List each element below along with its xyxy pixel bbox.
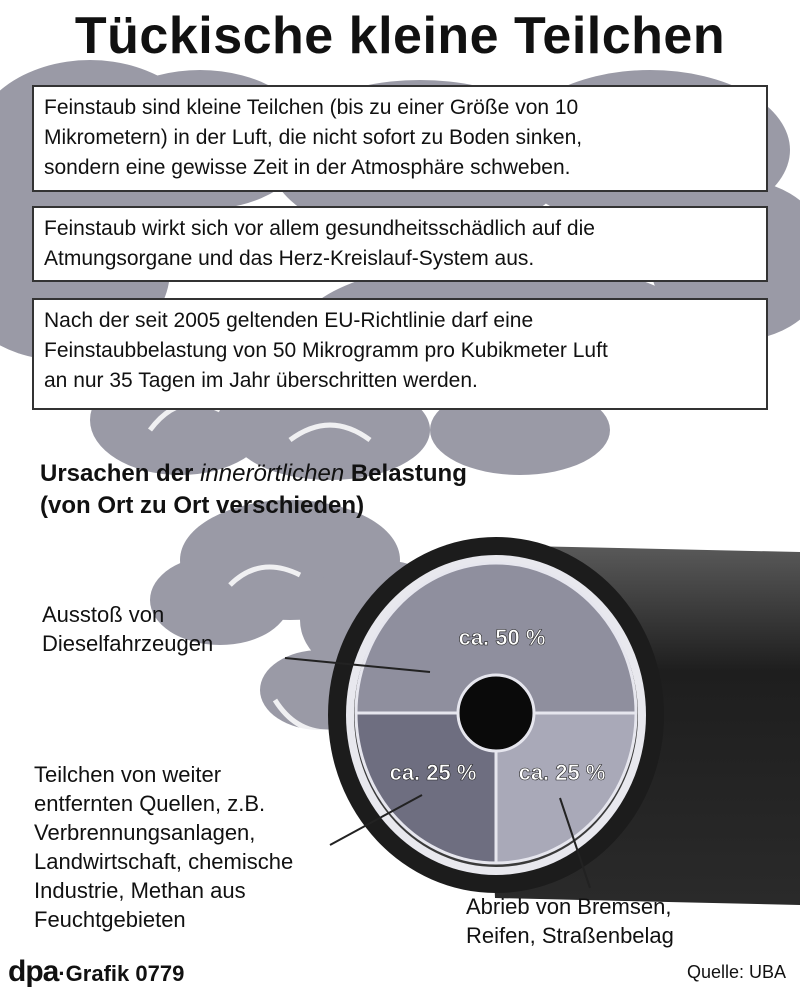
source-note: Quelle: UBA (686, 962, 786, 982)
label-line: Industrie, Methan aus (34, 878, 246, 903)
info-line: Atmungsorgane und das Herz-Kreislauf-System aus. (44, 247, 535, 270)
info-line: an nur 35 Tagen im Jahr überschritten werden. (44, 369, 478, 392)
label-brake-tire-wear (466, 892, 674, 950)
info-line: sondern eine gewisse Zeit in der Atmosphäre schweben. (44, 156, 571, 179)
label-line: entfernten Quellen, z.B. (34, 791, 266, 816)
info-line: Nach der seit 2005 geltenden EU-Richtlinie darf eine (44, 309, 534, 332)
chart-title: Ursachen der innerörtlichen Belastung (40, 460, 467, 487)
pipe-center-hole (458, 675, 534, 751)
label-line: Ausstoß von (42, 602, 165, 627)
page-title: Tückische kleine Teilchen (74, 7, 726, 65)
slice-value-label: ca. 25 % (518, 760, 606, 785)
info-line: Feinstaub sind kleine Teilchen (bis zu einer Größe von 10 (44, 96, 579, 119)
slice-value-label: ca. 25 % (389, 760, 477, 785)
label-remote-sources (34, 760, 293, 934)
chart-subtitle: (von Ort zu Ort verschieden) (40, 492, 365, 519)
info-line: Feinstaubbelastung von 50 Mikrogramm pro Kubikmeter Luft (44, 339, 608, 362)
dpa-logo: dpa·Grafik 0779 (8, 955, 185, 988)
label-line: Teilchen von weiter (34, 762, 222, 787)
label-line: Landwirtschaft, chemische (34, 849, 294, 874)
label-line: Dieselfahrzeugen (42, 631, 214, 656)
info-line: Mikrometern) in der Luft, die nicht sofort zu Boden sinken, (44, 126, 583, 149)
label-line: Feuchtgebieten (34, 907, 186, 932)
label-diesel-vehicles (42, 600, 213, 658)
info-line: Feinstaub wirkt sich vor allem gesundheitsschädlich auf die (44, 217, 595, 240)
slice-value-label: ca. 50 % (458, 625, 546, 650)
label-line: Reifen, Straßenbelag (466, 923, 674, 948)
label-line: Verbrennungsanlagen, (34, 820, 256, 845)
label-line: Abrieb von Bremsen, (466, 894, 672, 919)
